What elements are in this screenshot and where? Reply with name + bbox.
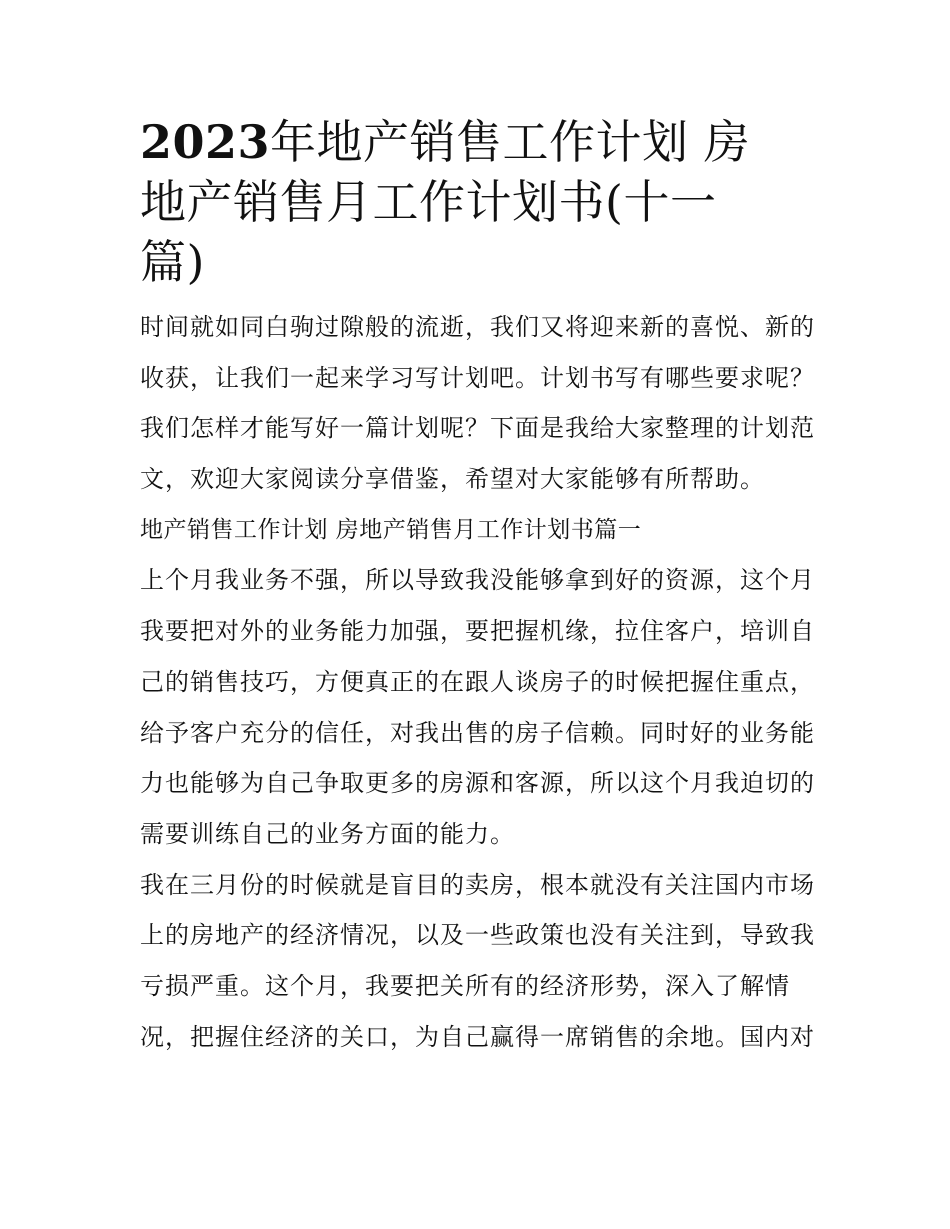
intro-line: 时间就如同白驹过隙般的流逝，我们又将迎来新的喜悦、新的 — [140, 313, 815, 341]
body-line: 给予客户充分的信任，对我出售的房子信赖。同时好的业务能 — [140, 718, 815, 747]
body-line: 上个月我业务不强，所以导致我没能够拿到好的资源，这个月 — [140, 566, 815, 595]
body-line: 己的销售技巧，方便真正的在跟人谈房子的时候把握住重点， — [140, 667, 815, 696]
body-line: 亏损严重。这个月，我要把关所有的经济形势，深入了解情 — [140, 971, 790, 1000]
body-line: 力也能够为自己争取更多的房源和客源，所以这个月我迫切的 — [140, 769, 815, 798]
body-line: 上的房地产的经济情况，以及一些政策也没有关注到，导致我 — [140, 921, 815, 950]
body-line: 我要把对外的业务能力加强，要把握机缘，拉住客户，培训自 — [140, 617, 815, 646]
title-line-2: 地产销售月工作计划书(十一 — [140, 175, 717, 229]
body-line: 况，把握住经济的关口，为自己赢得一席销售的余地。国内对 — [140, 1022, 815, 1051]
title-year: 2023 — [140, 115, 271, 169]
intro-paragraph — [140, 302, 820, 505]
intro-line: 收获，让我们一起来学习写计划吧。计划书写有哪些要求呢？ — [140, 363, 815, 392]
document-page — [140, 112, 820, 1062]
body-paragraph-1 — [140, 555, 820, 859]
intro-line: 文，欢迎大家阅读分享借鉴，希望对大家能够有所帮助。 — [140, 465, 765, 494]
body-line: 需要训练自己的业务方面的能力。 — [140, 819, 515, 848]
title-line-1 — [140, 112, 820, 172]
intro-line: 我们怎样才能写好一篇计划呢？下面是我给大家整理的计划范 — [140, 414, 815, 443]
title-line-1-text: 年地产销售工作计划 房 — [270, 115, 751, 169]
body-paragraph-2 — [140, 860, 820, 1063]
body-line: 我在三月份的时候就是盲目的卖房，根本就没有关注国内市场 — [140, 870, 815, 899]
section-heading: 地产销售工作计划 房地产销售月工作计划书篇一 — [140, 516, 642, 543]
title-line-3: 篇) — [140, 235, 205, 289]
document-title — [140, 112, 820, 292]
